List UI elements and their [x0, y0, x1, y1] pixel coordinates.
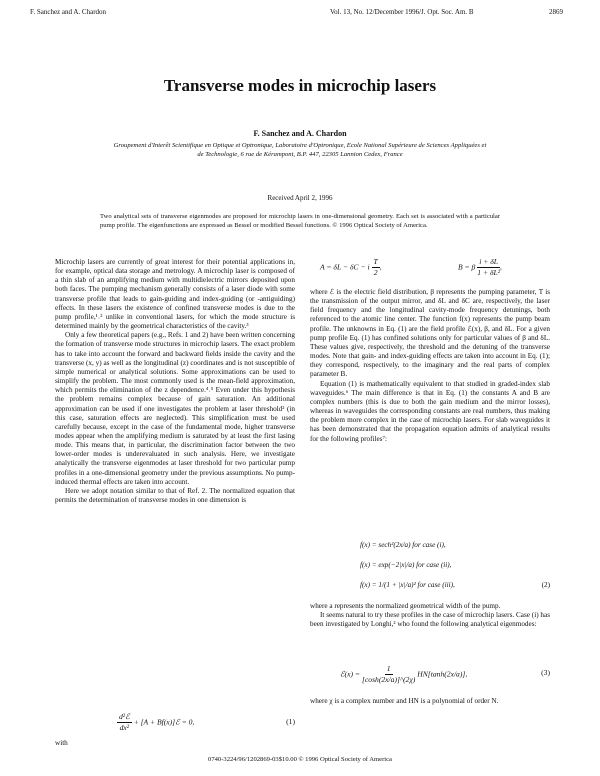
equation-a-body: A = δL − δC − i [320, 262, 370, 272]
paper-authors: F. Sanchez and A. Chardon [253, 129, 347, 138]
equation-1-label: (1) [286, 717, 295, 726]
running-header-journal: Vol. 13, No. 12/December 1996/J. Opt. Soc. Am. B [330, 8, 474, 16]
equation-3-lhs: ℰ(x) = [340, 669, 361, 679]
equation-b-comma: , [500, 262, 502, 272]
equation-3-label: (3) [541, 668, 550, 677]
copyright-footer: 0740-3224/96/1202869-03$10.00 © 1996 Optical Society of America [208, 756, 392, 763]
equation-a-numerator: T [373, 257, 378, 266]
equation-b-denominator: 1 + δL² [477, 268, 501, 277]
paragraph: Here we adopt notation similar to that of Ref. 2. The normalized equation that permits the determination of transverse modes in one dimension is [55, 486, 295, 505]
equation-a [320, 257, 382, 278]
paper-title: Transverse modes in microchip lasers [163, 76, 437, 95]
with-text: with [55, 739, 68, 747]
equation-1-denominator: dx² [119, 723, 130, 732]
paragraph: Microchip lasers are currently of great interest for their potential applications in, for example, optical data storage and metrology. A microchip laser is composed of a thin slab of an amplifying medium with multidielectric mirrors deposited upon both faces. The pumping mechanism generally consists of a laser diode with some transverse profile that leads to gain-guiding and index-guiding (or -antiguiding) effects. In these lasers the existence of confined transverse modes is due to the pump profile,¹˒² unlike in conventional lasers, for which the mode structure is determined mainly by the geometrical characteristics of the cavity.³ [55, 258, 295, 331]
paragraph: It seems natural to try these profiles in the case of microchip lasers. Case (i) has been investigated by Longhi,² who found the following analytical eigenmodes: [310, 611, 550, 629]
equation-2-label: (2) [541, 581, 550, 589]
equation-1 [55, 712, 295, 734]
author-affiliation: Groupement d'Interêt Scientifique en Optique et Optronique, Laboratoire d'Optronique, Ecole National Supérieure de Sciences Appliquées et de Technologie, 6 rue de Kérampont, B.P. 447, 22305 Lannion Cedex, France [113, 142, 487, 158]
equation-b-numerator: i + δL [479, 257, 499, 266]
profile-case-i: f(x) = sech²(2x/a) for case (i), [360, 541, 446, 549]
profile-case-iii: f(x) = 1/(1 + |x|/a)² for case (iii), [360, 581, 455, 589]
paragraph: where a represents the normalized geometrical width of the pump. [310, 602, 501, 610]
received-date: Received April 2, 1996 [267, 194, 333, 202]
equation-b [458, 257, 502, 278]
equation-a-denominator: 2 [373, 268, 378, 277]
running-header-authors: F. Sanchez and A. Chardon [30, 8, 107, 16]
equation-a-comma: , [379, 262, 382, 272]
equation-b-body: B = β [458, 262, 476, 272]
abstract: Two analytical sets of transverse eigenmodes are proposed for microchip lasers in one-dimensional geometry. Each set is associated with a particular pump profile. The eigenfunctions are expressed as Bessel or modified Bessel functions. © 1996 Optical Society of America. [100, 213, 500, 229]
profile-case-ii: f(x) = exp(−2|x|/a) for case (ii), [360, 561, 452, 569]
equation-3 [310, 664, 550, 690]
equation-1-fraction [117, 712, 132, 733]
equation-3-rhs: HN[tanh(2x/a)], [417, 669, 468, 679]
paragraph: where ℰ is the electric field distribution, β represents the pumping parameter, T is the transmission of the output mirror, and δL and δC are, respectively, the laser field frequency and the longitudinal cavity-mode frequency detunings, both referenced to the atomic line center. The function f(x) represents the pump beam profile. The unknowns in Eq. (1) are the field profile ℰ(x), β, and δL. For a given pump profile Eq. (1) has confined solutions only for particular values of β and δL. These values give, respectively, the threshold and the detuning of the transverse modes. Note that gain- and index-guiding effects are taken into account in Eq. (1); they correspond, respectively, to the imaginary and the real parts of complex parameter B. [310, 288, 550, 379]
equation-3-numerator: 1 [386, 664, 391, 673]
paragraph: where χ is a complex number and HN is a polynomial of order N. [310, 697, 499, 705]
right-column-lower [310, 697, 550, 706]
left-column [55, 258, 295, 505]
paragraph: Only a few theoretical papers (e.g., Refs. 1 and 2) have been written concerning the formation of transverse mode structures in microchip lasers. The exact problem has to take into account the forward and backward fields inside the cavity and the transverse (x, y) as well as the longitudinal (z) coordinates and is not susceptible of simple numerical or analytical solutions. Some approximations can be used to simplify the problem. The most commonly used is the mean-field approximation, which permits the elimination of the z dependence.⁴˒⁵ Even under this hypothesis the problem remains complex because of gain saturation. An additional approximation can be used if one investigates the problem at laser threshold² (in this case, saturation effects are neglected). This simplification must be used carefully because, except in the case of the fundamental mode, higher transverse modes appear when the amplifying medium is saturated by at least the first lasing mode. This means that, in particular, the discrimination factor between the two lower-order modes is underevaluated in such analysis. Here, we investigate analytically the transverse eigenmodes at laser threshold for two particular pump profiles in a one-dimensional geometry under the previous assumptions. No pump-induced thermal effects are taken into account. [55, 331, 295, 486]
page-number: 2869 [549, 8, 563, 16]
right-column-middle [310, 602, 550, 629]
right-column-upper [310, 288, 550, 444]
paragraph: Equation (1) is mathematically equivalent to that studied in graded-index slab waveguides.⁶ The main difference is that in Eq. (1) the constants A and B are complex numbers (this is due to both the gain medium and the mirror losses), whereas in waveguides the corresponding constants are real numbers, thus making the problem more complex in the case of microchip lasers. For slab waveguides it has been demonstrated that the propagation equation admits of analytical results for the following profiles⁷: [310, 379, 550, 443]
equation-3-denominator: [cosh(2x/a)]^(2χ) [361, 675, 416, 684]
equation-2 [310, 541, 550, 597]
equation-1-body: + [A + Bf(x)]ℰ = 0, [133, 717, 195, 727]
equation-1-numerator: d²ℰ [119, 712, 130, 721]
equation-a-b [310, 257, 550, 281]
